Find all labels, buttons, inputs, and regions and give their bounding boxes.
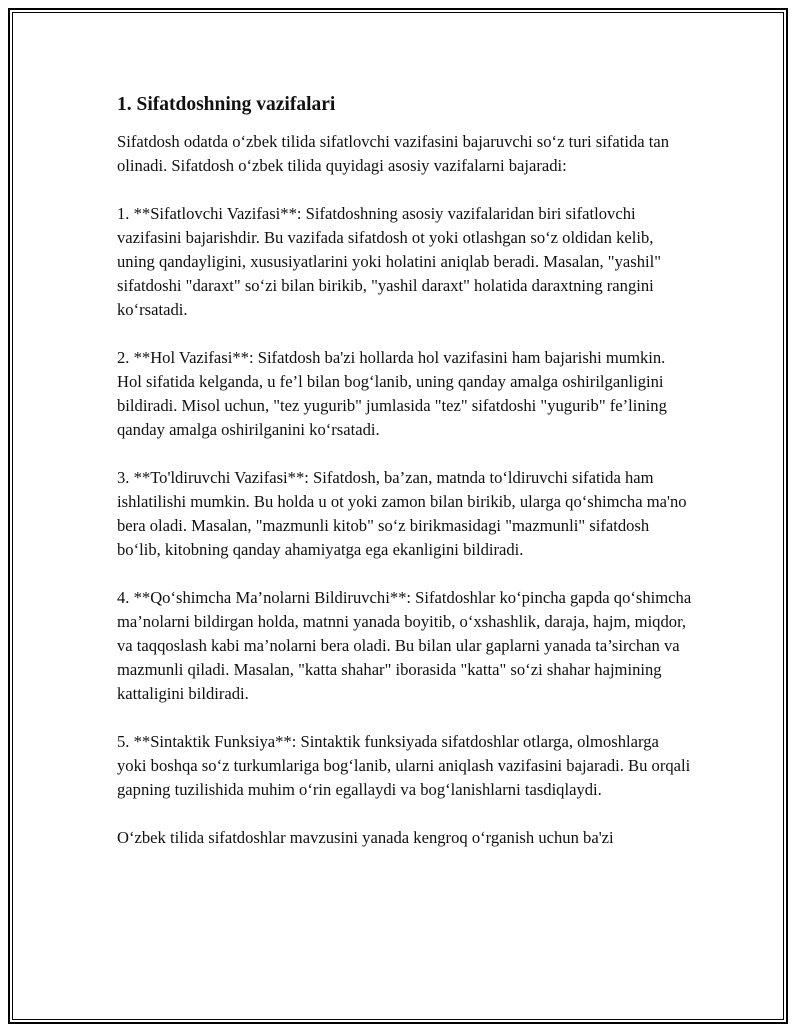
paragraph-item-2: 2. **Hol Vazifasi**: Sifatdosh ba'zi hollarda hol vazifasini ham bajarishi mumkin. Hol sifatida kelganda, u fe’l bilan bog‘lanib, uning qanday amalga oshirilganligini bildiradi. Misol uchun, "tez yugurib" jumlasida "tez" sifatdoshi "yugurib" fe’lining qanday amalga oshirilganini ko‘rsatadi. — [117, 348, 667, 439]
paragraph-item-3: 3. **To'ldiruvchi Vazifasi**: Sifatdosh, ba’zan, matnda to‘ldiruvchi sifatida ham ishlatilishi mumkin. Bu holda u ot yoki zamon bilan birikib, ularga qo‘shimcha ma'no bera oladi. Masalan, "mazmunli kitob" so‘z birikmasidagi "mazmunli" sifatdosh bo‘lib, kitobning qanday ahamiyatga ega ekanligini bildiradi. — [117, 468, 687, 559]
document-body — [117, 92, 692, 874]
paragraph-closing: O‘zbek tilida sifatdoshlar mavzusini yanada kengroq o‘rganish uchun ba'zi — [117, 828, 614, 847]
paragraph-item-5: 5. **Sintaktik Funksiya**: Sintaktik funksiyada sifatdoshlar otlarga, olmoshlarga yoki boshqa so‘z turkumlariga bog‘lanib, ularni aniqlash vazifasini bajaradi. Bu orqali gapning tuzilishida muhim o‘rin egallaydi va bog‘lanishlarni tasdiqlaydi. — [117, 732, 691, 799]
paragraph-intro: Sifatdosh odatda o‘zbek tilida sifatlovchi vazifasini bajaruvchi so‘z turi sifatida tan olinadi. Sifatdosh o‘zbek tilida quyidagi asosiy vazifalarni bajaradi: — [117, 132, 670, 175]
paragraph-item-1: 1. **Sifatlovchi Vazifasi**: Sifatdoshning asosiy vazifalaridan biri sifatlovchi vazifasini bajarishdir. Bu vazifada sifatdosh ot yoki otlashgan so‘z oldidan kelib, uning qandayligini, xususiyatlarini yoki holatini aniqlab beradi. Masalan, "yashil" sifatdoshi "daraxt" so‘zi bilan birikib, "yashil daraxt" holatida daraxtning rangini ko‘rsatadi. — [117, 204, 661, 319]
section-heading: 1. Sifatdoshning vazifalari — [117, 94, 336, 115]
paragraph-item-4: 4. **Qo‘shimcha Ma’nolarni Bildiruvchi**: Sifatdoshlar ko‘pincha gapda qo‘shimcha ma’nolarni bildirgan holda, matnni yanada boyitib, o‘xshashlik, daraja, hajm, miqdor, va taqqoslash kabi ma’nolarni bera oladi. Bu bilan ular gaplarni yanada ta’sirchan va mazmunli qiladi. Masalan, "katta shahar" iborasida "katta" so‘zi shahar hajmining kattaligini bildiradi. — [117, 588, 692, 703]
